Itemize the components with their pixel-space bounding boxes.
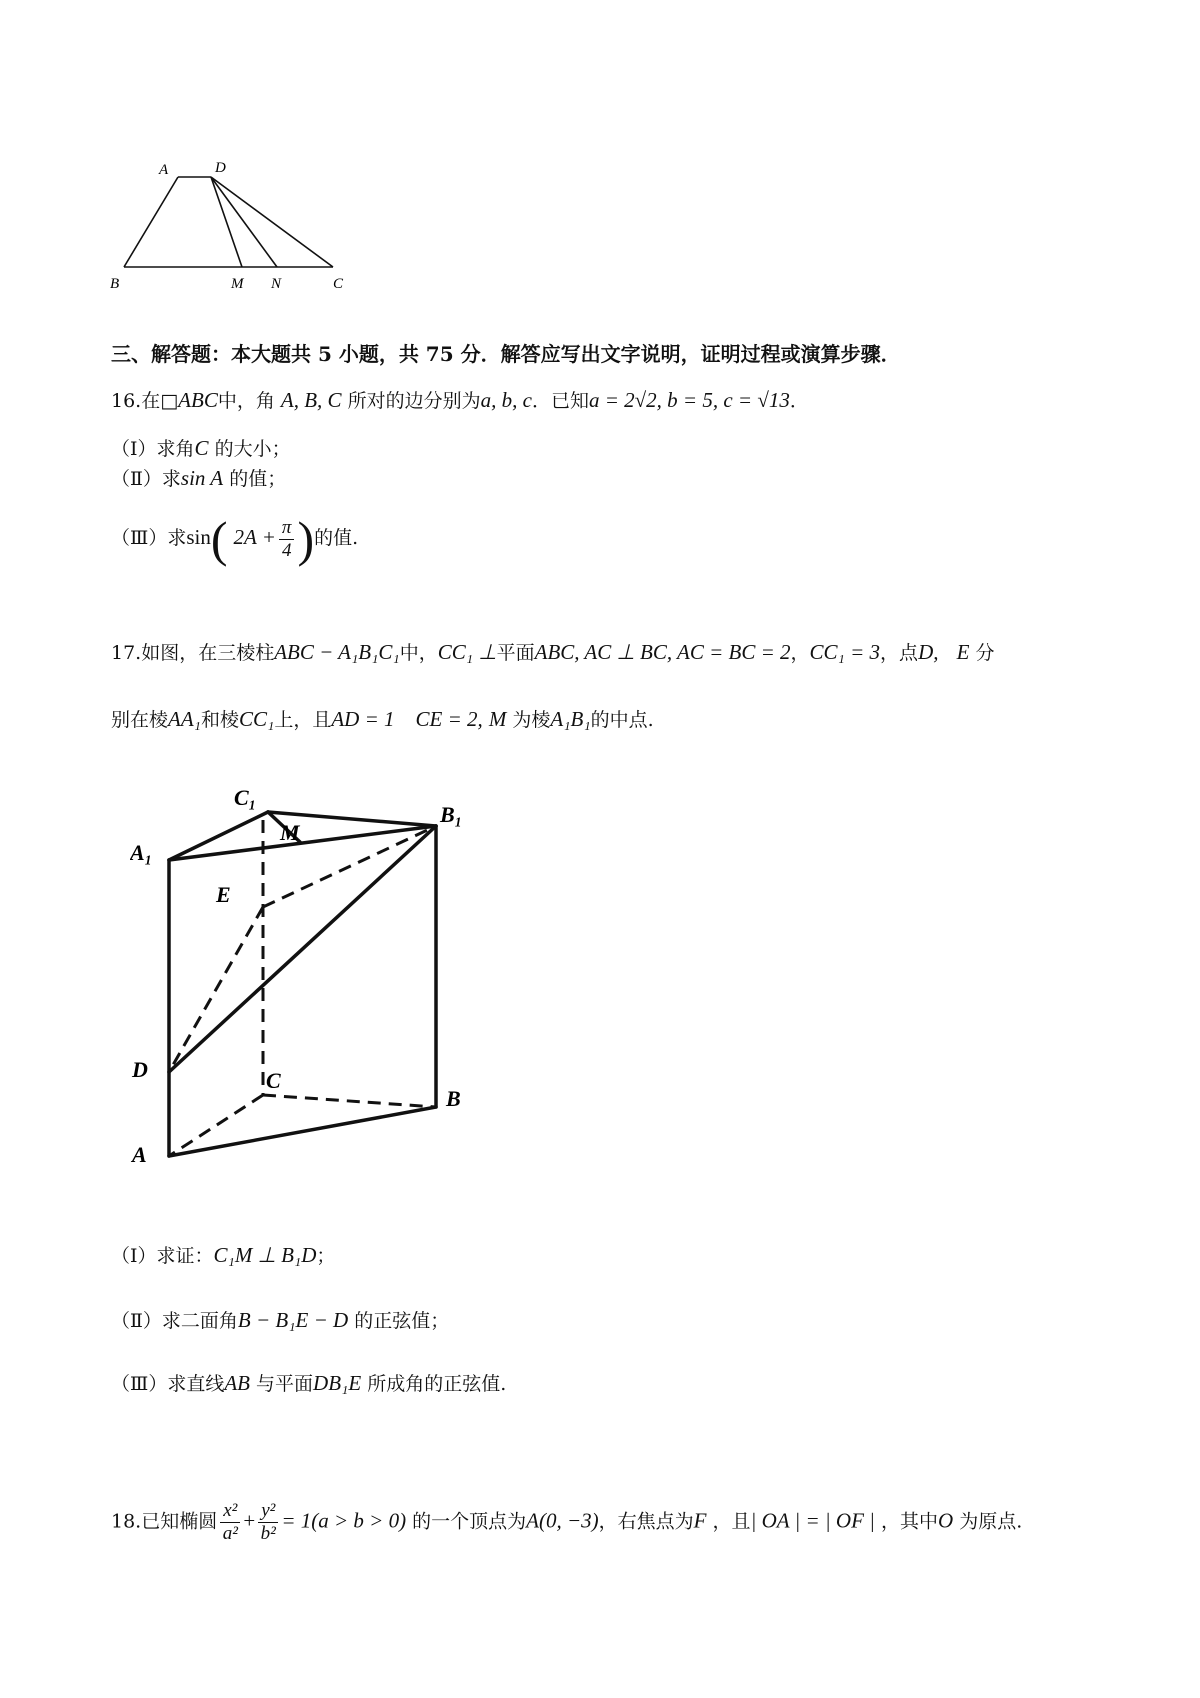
- x2-over-a2: $\frac{\text{x²}}{\text{a²}}$: [220, 1500, 240, 1545]
- q16-angles: A, B, C: [280, 388, 342, 412]
- label-D: D: [215, 160, 226, 176]
- q17-part-2: （Ⅱ）求二面角B − B₁E − D 的正弦值；: [111, 1308, 450, 1332]
- q17-part-3: （Ⅲ）求直线AB 与平面DB₁E 所成角的正弦值.: [111, 1371, 507, 1395]
- label-E: E: [216, 882, 231, 907]
- label-C: C: [333, 276, 344, 292]
- q16-triangle: ABC: [178, 388, 218, 412]
- part-math: sin: [186, 525, 211, 549]
- label-B1: B₁: [440, 802, 463, 827]
- q16-text: 所对的边分别为: [347, 390, 481, 412]
- q16-text: ．: [789, 390, 809, 412]
- q16-part-2: [111, 464, 286, 491]
- part-label: （Ⅰ）求角: [111, 438, 195, 460]
- q16-given: a = 2√2, b = 5, c = √13: [588, 388, 790, 412]
- label-B: B: [110, 276, 120, 292]
- q16-stem: [111, 386, 809, 413]
- label-A: A: [132, 1142, 147, 1167]
- part-math: C: [194, 436, 209, 460]
- label-D: D: [132, 1057, 148, 1082]
- q17-line-1: 17.如图，在三棱柱ABC − A₁B₁C₁中，CC₁ ⊥平面ABC, AC ⊥ BC, AC = BC = 2，CC₁ = 3，点D, E 分: [111, 640, 995, 664]
- label-A1: A₁: [130, 840, 153, 865]
- part-math: 2A +: [233, 525, 276, 549]
- y2-over-b2: $\frac{\text{y²}}{\text{b²}}$: [258, 1500, 278, 1545]
- label-C: C: [266, 1068, 281, 1093]
- trapezoid-figure: [105, 150, 365, 295]
- q16-part-3: （Ⅲ）求sin( 2A + $\frac{\pi}{4}$ )的值.: [111, 511, 359, 567]
- q16-prefix: 16.在□: [111, 390, 179, 412]
- label-N: N: [271, 276, 282, 292]
- pi-over-4: $\frac{\pi}{4}$: [279, 517, 295, 562]
- label-B: B: [446, 1086, 461, 1111]
- label-M: M: [231, 276, 244, 292]
- q16-text: ．已知: [531, 390, 589, 412]
- q17-line-2: 别在棱AA₁和棱CC₁上，且AD = 1 CE = 2, M 为棱A₁B₁的中点.: [111, 707, 654, 731]
- label-M: M: [280, 820, 300, 845]
- q16-part-1: [111, 434, 291, 461]
- part-text: 的值.: [314, 527, 359, 549]
- q17-part-1: （Ⅰ）求证：C₁M ⊥ B₁D；: [111, 1243, 336, 1267]
- label-A: A: [159, 162, 169, 178]
- q16-sides: a, b, c: [480, 388, 532, 412]
- part-math: sin A: [180, 466, 224, 490]
- label-C1: C₁: [234, 785, 257, 810]
- section-heading: 三、解答题：本大题共 5 小题，共 75 分．解答应写出文字说明，证明过程或演算步骤．: [111, 342, 901, 366]
- prism-figure: [130, 770, 490, 1175]
- q16-text: 中，角: [217, 390, 275, 412]
- q18-stem: 18.已知椭圆 $\frac{\text{x²}}{\text{a²}}$ + $\frac{\text{y²}}{\text{b²}}$ = 1(a > b > 0) 的一个顶点为A(0, −3)，右焦点为F ，且| OA | = | OF | ，其中O 为原点.: [111, 1500, 1023, 1544]
- part-label: （Ⅲ）求: [111, 527, 187, 549]
- part-text: 的值；: [229, 468, 287, 490]
- part-text: 的大小；: [214, 438, 291, 460]
- part-label: （Ⅱ）求: [111, 468, 181, 490]
